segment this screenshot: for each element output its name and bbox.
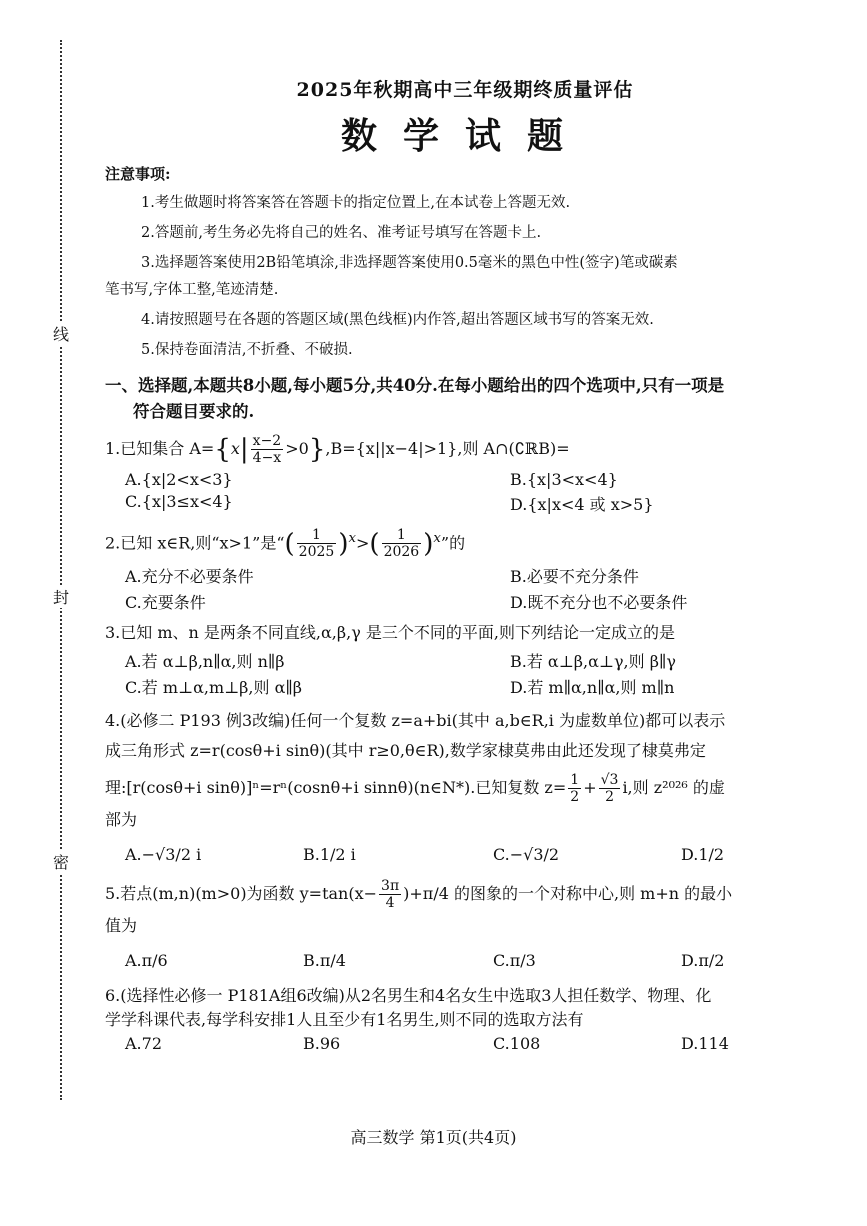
- binding-dotted-line: [60, 40, 62, 1100]
- q6-line-2: 学学科课代表,每学科安排1人且至少有1名男生,则不同的选取方法有: [105, 1010, 584, 1030]
- question-1: 1.已知集合 A={x| $\frac{x-2}{4-x}$ >0},B={x||x−4|>1},则 A∩(∁ℝB)=: [105, 433, 570, 466]
- option-b: B.π/4: [303, 951, 346, 971]
- q5-line-2: 值为: [105, 916, 138, 936]
- option-d: D.若 m∥α,n∥α,则 m∥n: [510, 678, 675, 698]
- question-2: 2.已知 x∈R,则“x>1”是“( $\frac{1}{2025}$ )$^x$>( $\frac{1}{2026}$ )$^x$”的: [105, 527, 466, 561]
- section-line-2: 符合题目要求的.: [133, 402, 255, 421]
- page-footer: 高三数学 第1页(共4页): [350, 1128, 517, 1147]
- notice-item: 4.请按照题号在各题的答题区域(黑色线框)内作答,超出答题区域书写的答案无效.: [141, 312, 654, 328]
- notice-item: 2.答题前,考生务必先将自己的姓名、准考证号填写在答题卡上.: [141, 225, 542, 241]
- q4-line-3a: 理:[r(cosθ+i sinθ)]ⁿ=rⁿ(cosnθ+i sinnθ)(n∈N*).已知复数 z=: [105, 778, 567, 798]
- notice-item-continuation: 笔书写,字体工整,笔迹清楚.: [105, 282, 279, 298]
- q3-options: [125, 649, 825, 698]
- exam-page: [105, 75, 825, 1053]
- option-b: B.1/2 i: [303, 845, 356, 865]
- q4-line-1: 4.(必修二 P193 例3改编)任何一个复数 z=a+bi(其中 a,b∈R,i 为虚数单位)都可以表示: [105, 711, 726, 731]
- option-b: B.必要不充分条件: [510, 567, 639, 587]
- option-d: D.1/2: [681, 845, 725, 865]
- option-b: B.96: [303, 1034, 341, 1054]
- section-heading: [105, 373, 825, 425]
- q1-fraction: $\frac{x-2}{4-x}$: [252, 433, 282, 466]
- option-a: A.{x|2<x<3}: [125, 470, 233, 489]
- q4-line-4: 部为: [105, 810, 138, 830]
- option-a: A.72: [125, 1034, 162, 1054]
- notice-item: 1.考生做题时将答案答在答题卡的指定位置上,在本试卷上答题无效.: [141, 195, 571, 211]
- option-d: D.π/2: [681, 951, 725, 971]
- question-4: 4.(必修二 P193 例3改编)任何一个复数 z=a+bi(其中 a,b∈R,i 为虚数单位)都可以表示 成三角形式 z=r(cosθ+i sinθ)(其中 r≥0,θ∈R),数学家棣莫弗由此还发现了棣莫弗定 理:[r(cosθ+i sinθ)]ⁿ=rⁿ(cosnθ+i sinnθ)(n∈N*).已知复数 z= $\frac{1}{2}$ + $\frac{√3}{2}$ i,则 z²⁰²⁶ 的虚 部为: [105, 706, 825, 835]
- option-b: B.{x|3<x<4}: [510, 470, 618, 489]
- notice-item: 3.选择题答案使用2B铅笔填涂,非选择题答案使用0.5毫米的黑色中性(签字)笔或碳素: [141, 255, 678, 271]
- q4-line-3b: i,则 z²⁰²⁶ 的虚: [622, 778, 725, 798]
- option-a: A.−√3/2 i: [125, 845, 202, 865]
- option-d: D.114: [681, 1034, 729, 1054]
- section-line-1: 一、选择题,本题共8小题,每小题5分,共40分.在每小题给出的四个选项中,只有一项是: [105, 376, 725, 395]
- option-d: D.既不充分也不必要条件: [510, 593, 688, 613]
- q1-prefix: 1.已知集合 A=: [105, 439, 215, 458]
- q4-line-2: 成三角形式 z=r(cosθ+i sinθ)(其中 r≥0,θ∈R),数学家棣莫弗由此还发现了棣莫弗定: [105, 741, 706, 761]
- option-c: C.{x|3≤x<4}: [125, 492, 233, 511]
- notice-item: 5.保持卷面清洁,不折叠、不破损.: [141, 342, 353, 358]
- binding-mark-seal: 封: [52, 585, 70, 608]
- q1-options: [125, 470, 825, 515]
- binding-mark-tight: 密: [52, 850, 70, 873]
- q2-fraction-1: $\frac{1}{2025}$: [298, 527, 335, 561]
- question-6: [105, 984, 825, 1032]
- option-a: A.π/6: [125, 951, 168, 971]
- option-c: C.π/3: [493, 951, 536, 971]
- question-5: 5.若点(m,n)(m>0)为函数 y=tan(x− $\frac{3\pi}{4}$ )+π/4 的图象的一个对称中心,则 m+n 的最小 值为: [105, 878, 825, 941]
- option-c: C.若 m⊥α,m⊥β,则 α∥β: [125, 678, 303, 698]
- q2-prefix: 2.已知 x∈R,则“x>1”是“: [105, 533, 285, 553]
- option-d: D.{x|x<4 或 x>5}: [510, 495, 654, 514]
- option-b: B.若 α⊥β,α⊥γ,则 β∥γ: [510, 652, 676, 672]
- notice-heading: 注意事项:: [105, 165, 171, 183]
- q6-line-1: 6.(选择性必修一 P181A组6改编)从2名男生和4名女生中选取3人担任数学、物理、化: [105, 986, 712, 1006]
- option-c: C.充要条件: [125, 593, 206, 613]
- q1-suffix: ,B={x||x−4|>1},则 A∩(∁ℝB)=: [325, 439, 570, 458]
- q5-line-1b: )+π/4 的图象的一个对称中心,则 m+n 的最小: [403, 884, 733, 904]
- option-c: C.−√3/2: [493, 845, 560, 865]
- option-a: A.充分不必要条件: [125, 567, 254, 587]
- exam-name: 2025年秋期高中三年级期终质量评估: [296, 79, 634, 101]
- q5-line-1a: 5.若点(m,n)(m>0)为函数 y=tan(x−: [105, 884, 378, 904]
- q4-options: [125, 845, 825, 864]
- binding-mark-line: 线: [52, 322, 70, 345]
- q2-fraction-2: $\frac{1}{2026}$: [383, 527, 420, 561]
- option-c: C.108: [493, 1034, 541, 1054]
- notice-list: [105, 193, 825, 361]
- q2-options: [125, 564, 825, 613]
- option-a: A.若 α⊥β,n∥α,则 n∥β: [125, 652, 285, 672]
- question-3: 3.已知 m、n 是两条不同直线,α,β,γ 是三个不同的平面,则下列结论一定成立的是: [105, 623, 675, 643]
- q6-options: [125, 1034, 825, 1053]
- q5-options: [125, 951, 825, 970]
- q2-suffix: ”的: [440, 533, 466, 553]
- subject-title: 数学试题: [340, 115, 589, 157]
